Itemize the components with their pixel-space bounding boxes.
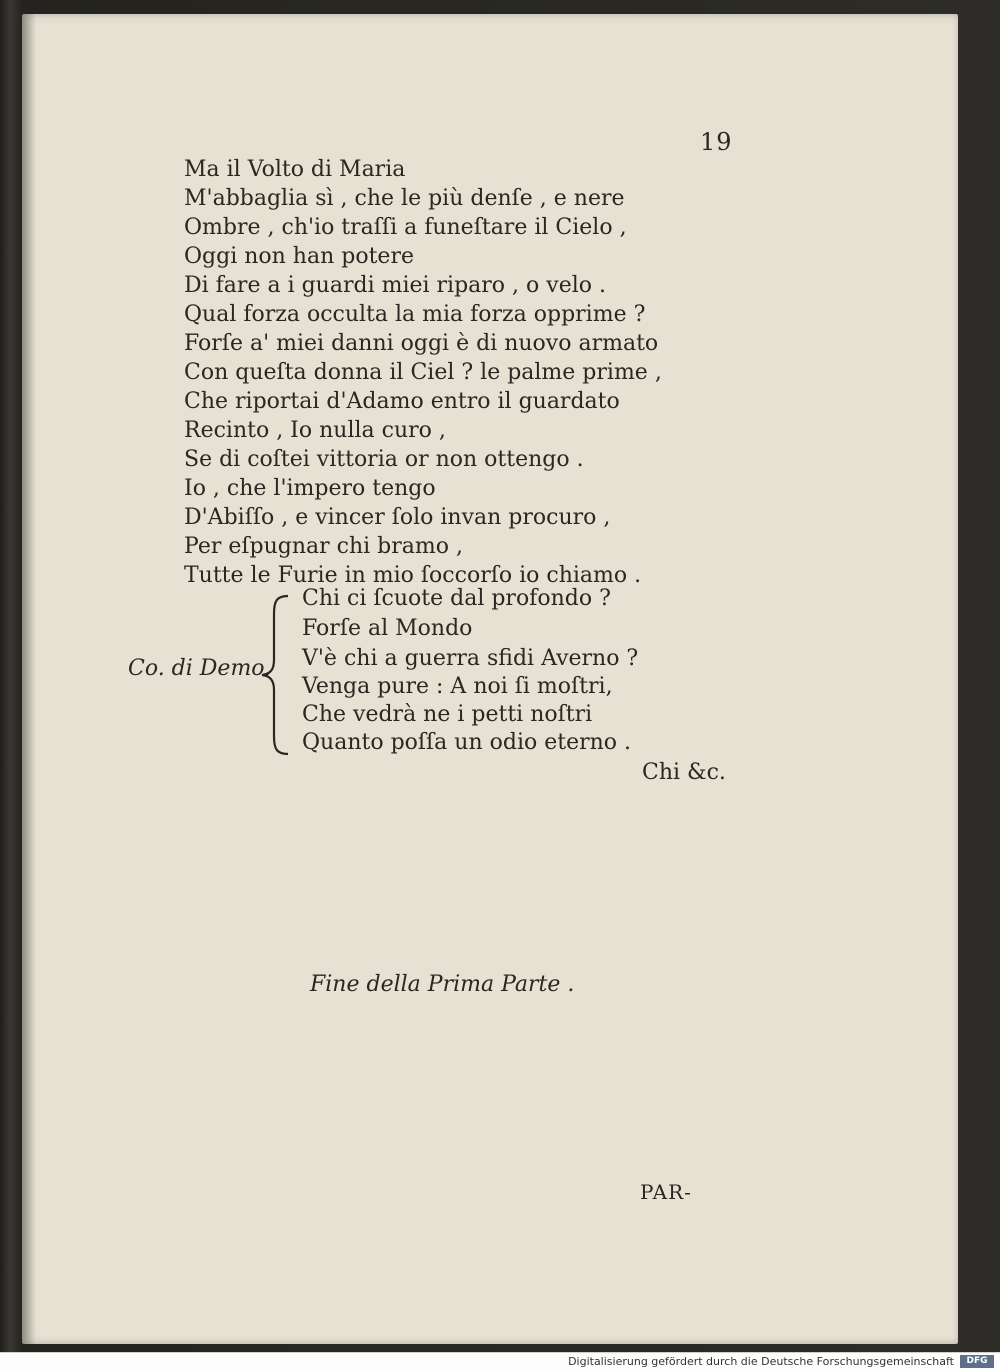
page-gutter-shadow bbox=[22, 14, 36, 1344]
catchword: PAR- bbox=[640, 1180, 692, 1204]
curly-brace-icon bbox=[258, 590, 298, 760]
end-of-part-heading: Fine della Prima Parte . bbox=[310, 972, 575, 997]
verse-line: Oggi non han potere bbox=[184, 244, 414, 269]
verse-line: Ombre , ch'io traſſi a funeſtare il Cielo , bbox=[184, 215, 627, 240]
verse-line: Con queſta donna il Ciel ? le palme prime , bbox=[184, 360, 662, 385]
verse-line: Recinto , Io nulla curo , bbox=[184, 418, 446, 443]
verse-line: Ma il Volto di Maria bbox=[184, 157, 406, 182]
page-number: 19 bbox=[700, 128, 733, 156]
verse-line: Io , che l'impero tengo bbox=[184, 476, 436, 501]
digitization-footer bbox=[0, 1352, 1000, 1371]
verse-line: Di fare a i guardi miei riparo , o velo . bbox=[184, 273, 606, 298]
chorus-line: Forſe al Mondo bbox=[302, 616, 473, 641]
verse-line: D'Abiſſo , e vincer ſolo invan procuro , bbox=[184, 505, 611, 530]
chorus-line: Quanto poſſa un odio eterno . bbox=[302, 730, 632, 755]
verse-line: Qual forza occulta la mia forza opprime ? bbox=[184, 302, 646, 327]
dfg-logo: DFG bbox=[960, 1355, 994, 1368]
verse-line: Forſe a' miei danni oggi è di nuovo armato bbox=[184, 331, 659, 356]
footer-credit: Digitalisierung gefördert durch die Deutsche Forschungsgemeinschaft bbox=[568, 1355, 954, 1368]
verse-line: Che riportai d'Adamo entro il guardato bbox=[184, 389, 620, 414]
chorus-speaker-label: Co. di Demo. bbox=[128, 656, 272, 681]
verse-line: M'abbaglia sì , che le più denſe , e nere bbox=[184, 186, 625, 211]
chorus-line: V'è chi a guerra sfidi Averno ? bbox=[302, 646, 639, 671]
chorus-line: Che vedrà ne i petti noſtri bbox=[302, 702, 593, 727]
chorus-line: Venga pure : A noi ſi moſtri, bbox=[302, 674, 613, 699]
refrain-cue: Chi &c. bbox=[642, 760, 726, 785]
verse-line: Se di coſtei vittoria or non ottengo . bbox=[184, 447, 584, 472]
chorus-line: Chi ci ſcuote dal profondo ? bbox=[302, 586, 611, 611]
verse-line: Per eſpugnar chi bramo , bbox=[184, 534, 463, 559]
verse-line: Tutte le Furie in mio ſoccorſo io chiamo . bbox=[184, 563, 642, 588]
